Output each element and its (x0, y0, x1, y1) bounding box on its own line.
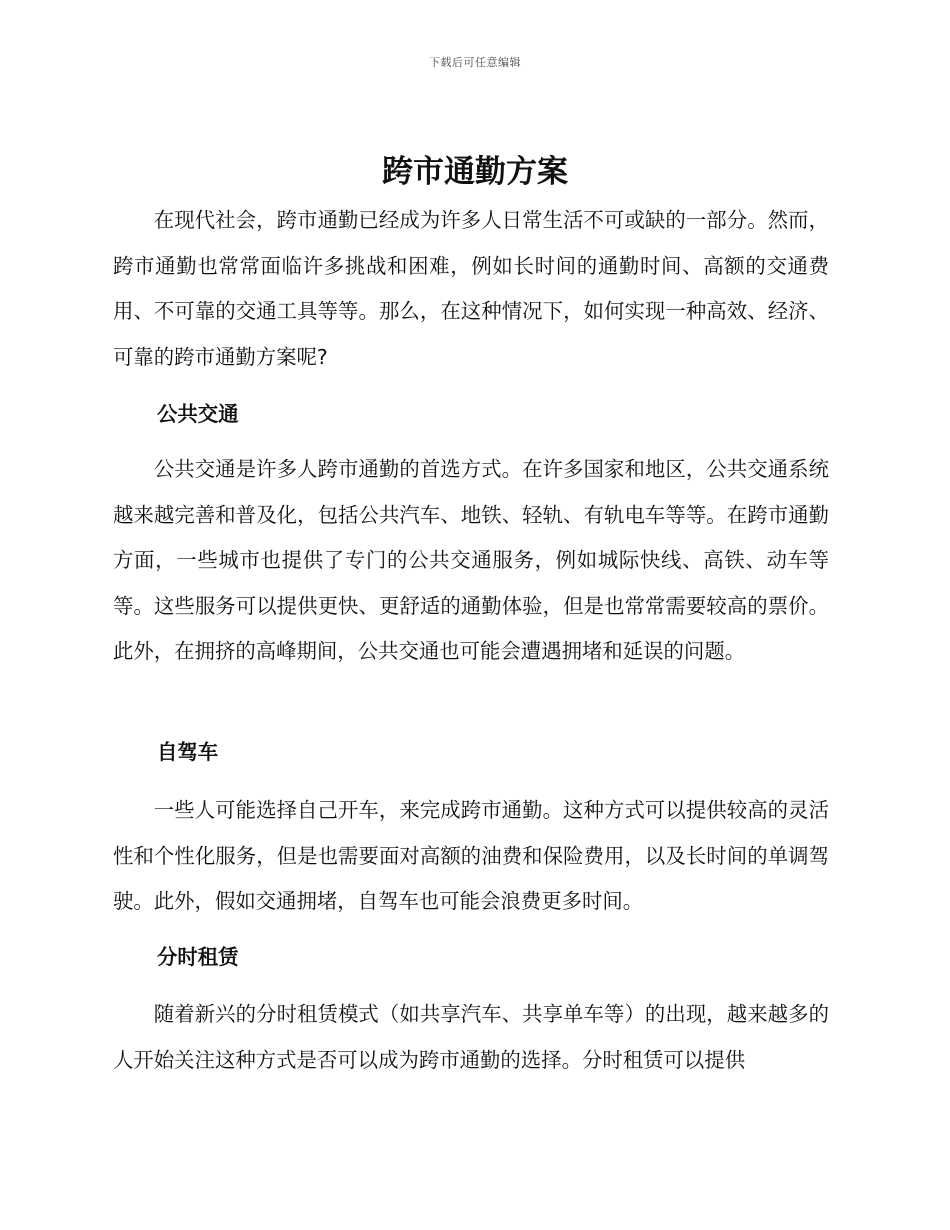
section-heading-time-share-rental: 分时租赁 (157, 945, 239, 969)
section-heading-self-driving: 自驾车 (157, 740, 219, 764)
section-paragraph-self-driving: 一些人可能选择自己开车，来完成跨市通勤。这种方式可以提供较高的灵活性和个性化服务，但是也需要面对高额的油费和保险费用，以及长时间的单调驾驶。此外，假如交通拥堵，自驾车也可能会浪费更多时间。 (113, 798, 829, 913)
section-paragraph-time-share-rental: 随着新兴的分时租赁模式（如共享汽车、共享单车等）的出现，越来越多的人开始关注这种方式是否可以成为跨市通勤的选择。分时租赁可以提供 (113, 1002, 829, 1072)
intro-paragraph: 在现代社会，跨市通勤已经成为许多人日常生活不可或缺的一部分。然而，跨市通勤也常常面临许多挑战和困难，例如长时间的通勤时间、高额的交通费用、不可靠的交通工具等等。那么，在这种情况下，如何实现一种高效、经济、可靠的跨市通勤方案呢? (113, 208, 829, 369)
page-title: 跨市通勤方案 (382, 154, 568, 190)
section-heading-public-transport: 公共交通 (157, 402, 239, 426)
section-paragraph-public-transport: 公共交通是许多人跨市通勤的首选方式。在许多国家和地区，公共交通系统越来越完善和普及化，包括公共汽车、地铁、轻轨、有轨电车等等。在跨市通勤方面，一些城市也提供了专门的公共交通服务，例如城际快线、高铁、动车等等。这些服务可以提供更快、更舒适的通勤体验，但是也常常需要较高的票价。此外，在拥挤的高峰期间，公共交通也可能会遭遇拥堵和延误的问题。 (113, 457, 829, 663)
header-note: 下载后可任意编辑 (429, 56, 521, 69)
